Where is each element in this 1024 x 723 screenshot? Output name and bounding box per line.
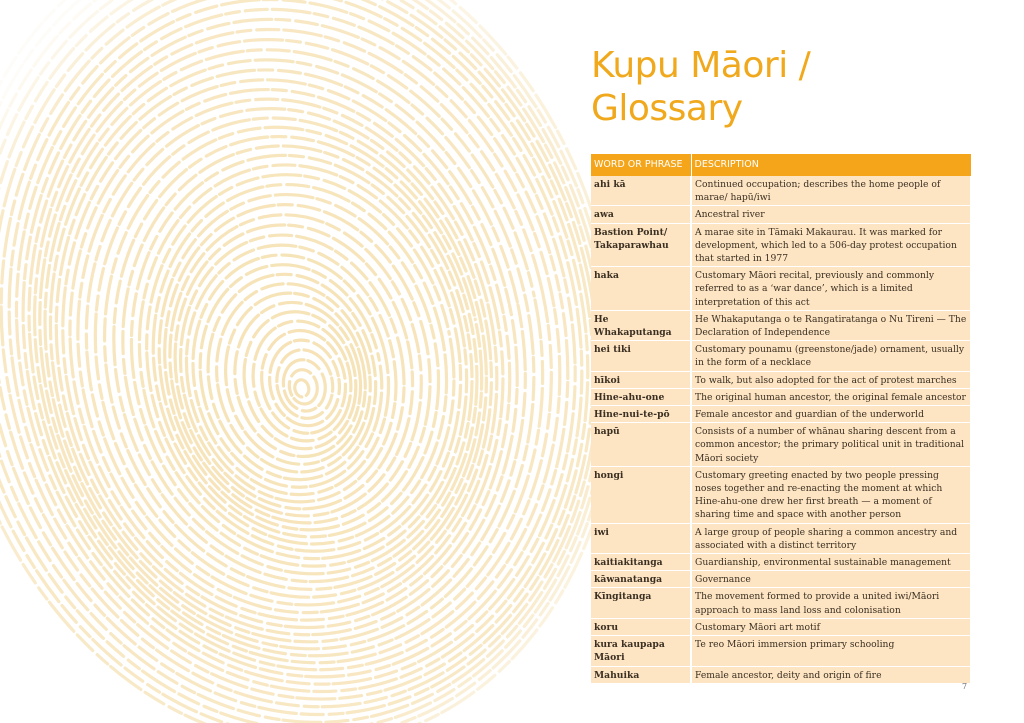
- glossary-term: Kīngitanga: [591, 588, 691, 618]
- glossary-description: Customary greeting enacted by two people pressing noses together and re-enacting the moment at which Hine-ahu-one drew her first breath — a moment of sharing time and space with another person: [691, 466, 971, 523]
- glossary-term: kura kaupapa Māori: [591, 636, 691, 666]
- glossary-description: Customary pounamu (greenstone/jade) ornament, usually in the form of a necklace: [691, 341, 971, 371]
- glossary-term: ahi kā: [591, 176, 691, 206]
- glossary-description: He Whakaputanga o te Rangatiratanga o Nu Tireni — The Declaration of Independence: [691, 310, 971, 340]
- table-row: [591, 341, 971, 371]
- glossary-description: Governance: [691, 571, 971, 588]
- table-row: [591, 223, 971, 267]
- table-row: [591, 206, 971, 223]
- glossary-term: Hine-ahu-one: [591, 388, 691, 405]
- table-row: [591, 554, 971, 571]
- glossary-term: Bastion Point/ Takaparawhau: [591, 223, 691, 267]
- glossary-description: Consists of a number of whānau sharing descent from a common ancestor; the primary political unit in traditional Māori society: [691, 423, 971, 467]
- glossary-description: Ancestral river: [691, 206, 971, 223]
- page-title: [591, 44, 810, 130]
- glossary-term: Hine-nui-te-pō: [591, 406, 691, 423]
- column-header-word: WORD OR PHRASE: [591, 154, 691, 176]
- glossary-term: hei tiki: [591, 341, 691, 371]
- table-row: [591, 523, 971, 553]
- glossary-term: hongi: [591, 466, 691, 523]
- table-row: [591, 371, 971, 388]
- table-row: [591, 571, 971, 588]
- table-row: [591, 423, 971, 467]
- table-row: [591, 466, 971, 523]
- table-row: [591, 267, 971, 311]
- glossary-description: A marae site in Tāmaki Makaurau. It was marked for development, which led to a 506-day protest occupation that started in 1977: [691, 223, 971, 267]
- glossary-term: hīkoi: [591, 371, 691, 388]
- table-row: [591, 636, 971, 666]
- glossary-term: iwi: [591, 523, 691, 553]
- glossary-description: Continued occupation; describes the home people of marae/ hapū/iwi: [691, 176, 971, 206]
- page-title-line-2: Glossary: [591, 88, 743, 129]
- glossary-term: awa: [591, 206, 691, 223]
- glossary-description: Female ancestor, deity and origin of fire: [691, 666, 971, 683]
- glossary-term: He Whakaputanga: [591, 310, 691, 340]
- table-row: [591, 666, 971, 683]
- glossary-term: haka: [591, 267, 691, 311]
- glossary-term: koru: [591, 618, 691, 635]
- glossary-term: kāwanatanga: [591, 571, 691, 588]
- glossary-description: A large group of people sharing a common ancestry and associated with a distinct territory: [691, 523, 971, 553]
- table-row: [591, 310, 971, 340]
- glossary-description: Customary Māori recital, previously and commonly referred to as a ‘war dance’, which is a limited interpretation of this act: [691, 267, 971, 311]
- table-row: [591, 618, 971, 635]
- column-header-description: DESCRIPTION: [691, 154, 971, 176]
- glossary-description: Te reo Māori immersion primary schooling: [691, 636, 971, 666]
- glossary-description: The original human ancestor, the original female ancestor: [691, 388, 971, 405]
- glossary-table: [591, 154, 972, 684]
- glossary-description: The movement formed to provide a united iwi/Māori approach to mass land loss and colonisation: [691, 588, 971, 618]
- page-title-line-1: Kupu Māori /: [591, 45, 811, 86]
- glossary-description: Customary Māori art motif: [691, 618, 971, 635]
- glossary-rows: [591, 176, 971, 683]
- glossary-description: To walk, but also adopted for the act of protest marches: [691, 371, 971, 388]
- glossary-term: kaitiakitanga: [591, 554, 691, 571]
- table-row: [591, 176, 971, 206]
- table-row: [591, 588, 971, 618]
- glossary-header-row: [591, 154, 971, 176]
- glossary-description: Female ancestor and guardian of the underworld: [691, 406, 971, 423]
- table-row: [591, 388, 971, 405]
- glossary-description: Guardianship, environmental sustainable management: [691, 554, 971, 571]
- page-number: 7: [962, 682, 968, 691]
- glossary-term: hapū: [591, 423, 691, 467]
- table-row: [591, 406, 971, 423]
- glossary-term: Mahuika: [591, 666, 691, 683]
